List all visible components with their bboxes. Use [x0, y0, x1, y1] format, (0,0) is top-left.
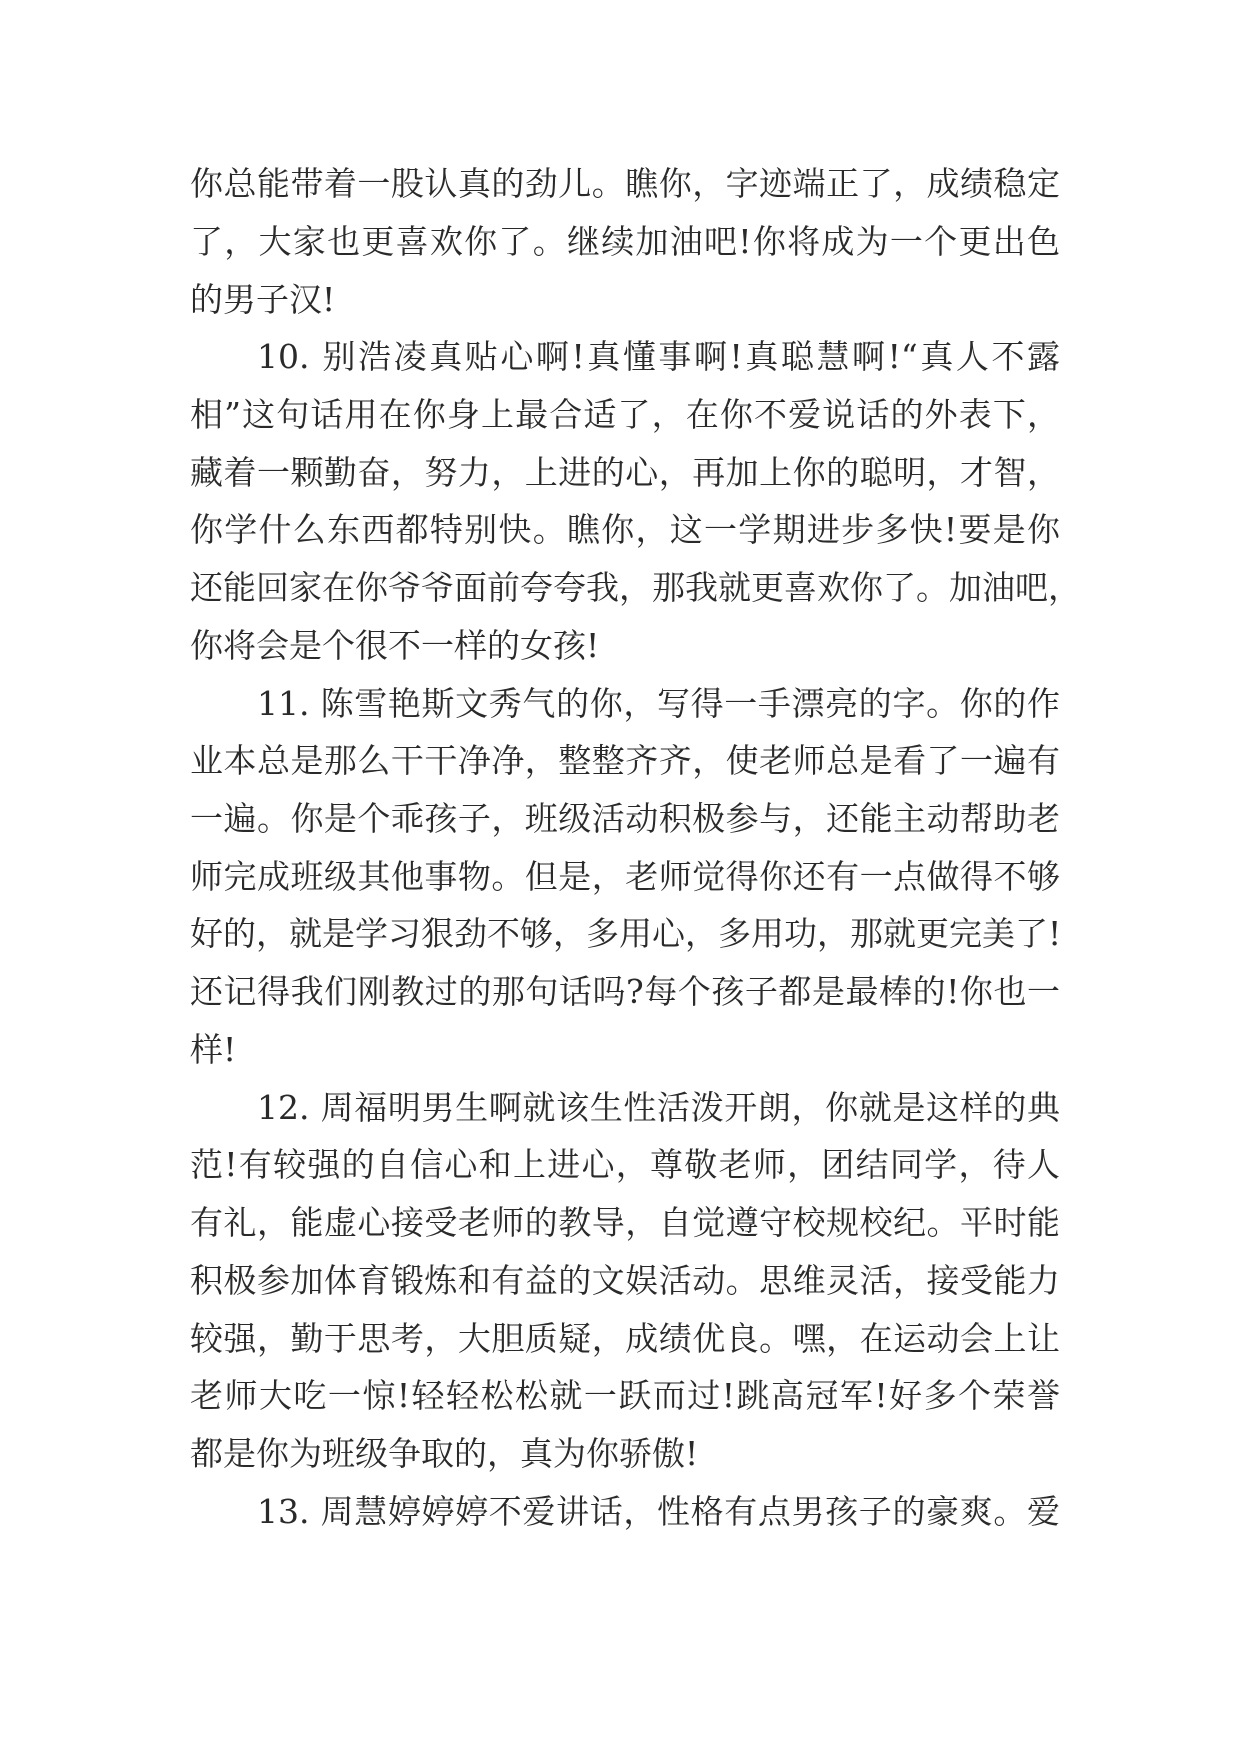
text-line: 较强，勤于思考，大胆质疑，成绩优良。嘿，在运动会上让	[190, 1319, 1060, 1358]
text-line: 藏着一颗勤奋，努力，上进的心，再加上你的聪明，才智，	[190, 453, 1060, 492]
text-line: 老师大吃一惊!轻轻松松就一跃而过!跳高冠军!好多个荣誉	[190, 1376, 1060, 1415]
text-line: 好的，就是学习狠劲不够，多用心，多用功，那就更完美了!	[190, 914, 1062, 953]
text-line: 还能回家在你爷爷面前夸夸我，那我就更喜欢你了。加油吧，	[190, 568, 1081, 607]
text-line: 样!	[190, 1030, 237, 1069]
text-line: 范!有较强的自信心和上进心，尊敬老师，团结同学，待人	[190, 1145, 1060, 1184]
text-line: 还记得我们刚教过的那句话吗?每个孩子都是最棒的!你也一	[190, 972, 1060, 1011]
paragraph-11-first-line: 11. 陈雪艳斯文秀气的你，写得一手漂亮的字。你的作	[257, 684, 1060, 723]
text-line: 相”这句话用在你身上最合适了，在你不爱说话的外表下，	[190, 395, 1060, 434]
text-line: 都是你为班级争取的，真为你骄傲!	[190, 1434, 699, 1473]
text-line: 你总能带着一股认真的劲儿。瞧你，字迹端正了，成绩稳定	[190, 164, 1060, 203]
text-line: 业本总是那么干干净净，整整齐齐，使老师总是看了一遍有	[190, 741, 1060, 780]
paragraph-12-first-line: 12. 周福明男生啊就该生性活泼开朗，你就是这样的典	[257, 1088, 1060, 1127]
text-line: 有礼，能虚心接受老师的教导，自觉遵守校规校纪。平时能	[190, 1203, 1060, 1242]
text-line: 了，大家也更喜欢你了。继续加油吧!你将成为一个更出色	[190, 222, 1060, 261]
text-line: 积极参加体育锻炼和有益的文娱活动。思维灵活，接受能力	[190, 1261, 1060, 1300]
text-line: 一遍。你是个乖孩子，班级活动积极参与，还能主动帮助老	[190, 799, 1060, 838]
text-line: 你学什么东西都特别快。瞧你，这一学期进步多快!要是你	[190, 510, 1060, 549]
paragraph-10-first-line: 10. 别浩凌真贴心啊!真懂事啊!真聪慧啊!“真人不露	[257, 337, 1060, 376]
text-line: 你将会是个很不一样的女孩!	[190, 626, 600, 665]
paragraph-13-first-line: 13. 周慧婷婷婷不爱讲话，性格有点男孩子的豪爽。爱	[257, 1492, 1060, 1531]
text-line: 师完成班级其他事物。但是，老师觉得你还有一点做得不够	[190, 857, 1060, 896]
text-line: 的男子汉!	[190, 280, 336, 319]
